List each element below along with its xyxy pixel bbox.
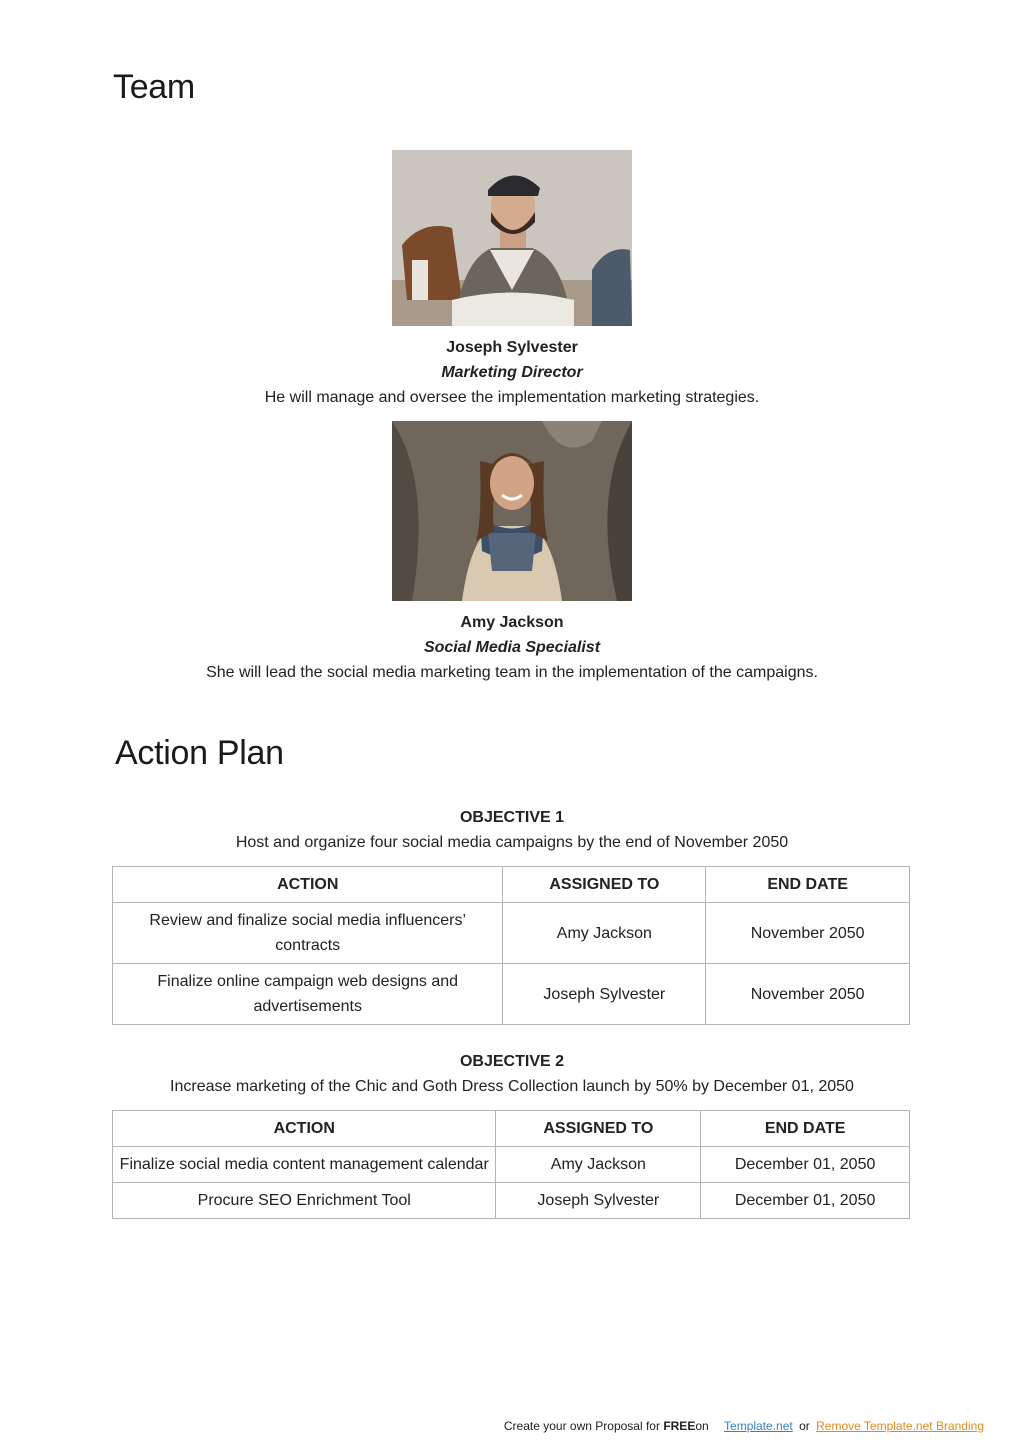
objective-description: Increase marketing of the Chic and Goth Dress Collection launch by 50% by December 01, 2050 (170, 1078, 854, 1095)
action-cell: Finalize social media content management calendar (113, 1147, 496, 1183)
footer-prefix: Create your own Proposal for (503, 1419, 660, 1433)
footer-free: FREE (663, 1419, 696, 1433)
table-row (113, 903, 910, 964)
man-portrait-image (392, 150, 632, 326)
member-name: Amy Jackson (460, 614, 564, 631)
template-net-link[interactable]: Template.net (724, 1419, 793, 1433)
column-header-action: ACTION (113, 1111, 496, 1147)
action-cell: Procure SEO Enrichment Tool (113, 1183, 496, 1219)
table-header-row (113, 1111, 910, 1147)
assigned-cell: Amy Jackson (503, 903, 706, 964)
objective-1-table (112, 866, 910, 1025)
assigned-cell: Amy Jackson (496, 1147, 701, 1183)
column-header-assigned-to: ASSIGNED TO (503, 867, 706, 903)
end-date-cell: November 2050 (706, 903, 910, 964)
table-header-row (113, 867, 910, 903)
assigned-cell: Joseph Sylvester (496, 1183, 701, 1219)
table-row (113, 1183, 910, 1219)
objective-2-table (112, 1110, 910, 1219)
action-cell: Review and finalize social media influencers’ contracts (113, 903, 503, 964)
remove-branding-link[interactable]: Remove Template.net Branding (816, 1419, 984, 1433)
column-header-assigned-to: ASSIGNED TO (496, 1111, 701, 1147)
column-header-end-date: END DATE (706, 867, 910, 903)
team-heading: Team (113, 68, 195, 106)
objective-description: Host and organize four social media campaigns by the end of November 2050 (235, 834, 789, 851)
table-row (113, 964, 910, 1025)
member-role: Social Media Specialist (423, 639, 601, 656)
action-plan-heading: Action Plan (115, 734, 284, 772)
column-header-end-date: END DATE (701, 1111, 910, 1147)
action-cell: Finalize online campaign web designs and advertisements (113, 964, 503, 1025)
assigned-cell: Joseph Sylvester (503, 964, 706, 1025)
footer-branding (504, 1419, 984, 1433)
table-row (113, 1147, 910, 1183)
column-header-action: ACTION (113, 867, 503, 903)
footer-on: on (695, 1419, 709, 1433)
footer-or: or (799, 1419, 810, 1433)
end-date-cell: November 2050 (706, 964, 910, 1025)
objective-title: OBJECTIVE 1 (459, 809, 565, 826)
end-date-cell: December 01, 2050 (701, 1147, 910, 1183)
objective-title: OBJECTIVE 2 (459, 1053, 565, 1070)
member-description: She will lead the social media marketing team in the implementation of the campaigns. (206, 664, 818, 681)
member-role: Marketing Director (441, 364, 583, 381)
amy-jackson-photo (392, 421, 632, 601)
woman-portrait-image (392, 421, 632, 601)
member-description: He will manage and oversee the implementation marketing strategies. (264, 389, 760, 406)
end-date-cell: December 01, 2050 (701, 1183, 910, 1219)
member-name: Joseph Sylvester (446, 339, 578, 356)
joseph-sylvester-photo (392, 150, 632, 326)
